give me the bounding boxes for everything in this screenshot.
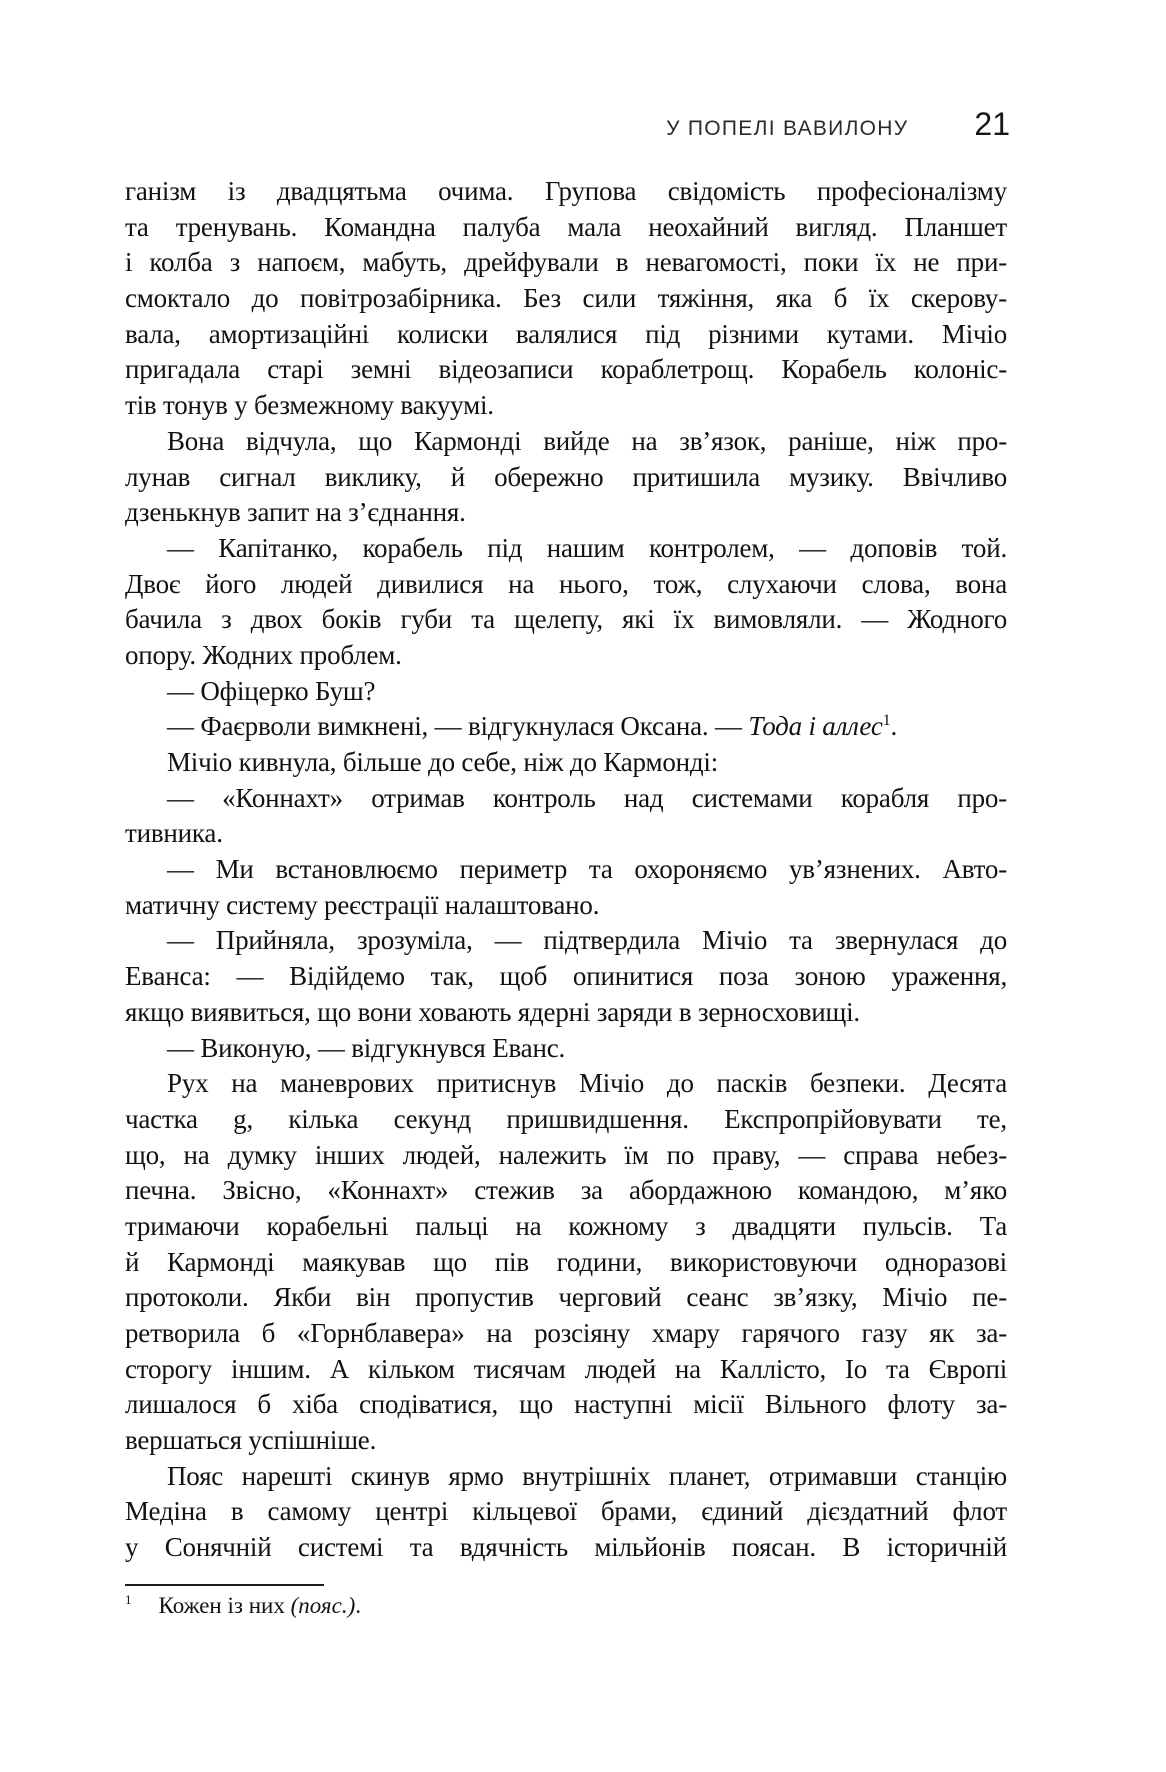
text-line: вершаться успішніше.: [125, 1425, 377, 1456]
dialogue-text: — Фаєрволи вимкнені, — відгукнулася Оксана. —: [167, 711, 749, 742]
text-line: лунав сигнал виклику, й обережно притишила музику. Ввічливо: [125, 461, 1007, 492]
text-line: лишалося б хіба сподіватися, що наступні місії Вільного флоту за-: [125, 1389, 1007, 1420]
text-line: смоктало до повітрозабірника. Без сили тяжіння, яка б їх скерову-: [125, 283, 1007, 314]
text-line: пригадала старі земні відеозаписи кораблетрощ. Корабель колоніс-: [125, 354, 1007, 385]
text-line: сторогу іншим. А кільком тисячам людей на Каллісто, Іо та Європі: [125, 1353, 1007, 1384]
text-line: частка g, кілька секунд пришвидшення. Експропрійовувати те,: [125, 1103, 1007, 1134]
text-line: [125, 709, 1007, 745]
text-line: бачила з двох боків губи та щелепу, які їх вимовляли. — Жодного: [125, 604, 1007, 635]
text-line: протоколи. Якби він пропустив черговий сеанс зв’язку, Мічіо пе-: [125, 1282, 1007, 1313]
text-line: та тренувань. Командна палуба мала неохайний вигляд. Планшет: [125, 211, 1007, 242]
text-line: печна. Звісно, «Коннахт» стежив за абордажною командою, м’яко: [125, 1175, 1007, 1206]
footnote-text: Кожен із них: [158, 1593, 291, 1618]
text-line: й Кармонді маякував що пів години, використовуючи одноразові: [125, 1246, 1007, 1277]
footnote-marker: 1: [125, 1592, 132, 1608]
text-line: опору. Жодних проблем.: [125, 639, 402, 670]
body-text-block: [125, 174, 1007, 1566]
text-line: — «Коннахт» отримав контроль над системами корабля про-: [167, 782, 1007, 813]
text-line: — Капітанко, корабель під нашим контролем, — доповів той.: [167, 532, 1007, 563]
text-line: матичну систему реєстрації налаштовано.: [125, 889, 600, 920]
footnote-language-note: (пояс.): [290, 1593, 356, 1618]
text-line: Пояс нарешті скинув ярмо внутрішніх планет, отримавши станцію: [167, 1460, 1007, 1491]
text-line: дзенькнув запит на з’єднання.: [125, 497, 466, 528]
text-line: Еванса: — Відійдемо так, щоб опинитися поза зоною ураження,: [125, 961, 1007, 992]
text-line: тивника.: [125, 818, 223, 849]
text-line: Двоє його людей дивилися на нього, тож, слухаючи слова, вона: [125, 568, 1007, 599]
sentence-period: .: [890, 711, 898, 742]
footnote-period: .: [355, 1593, 361, 1618]
text-line: Мічіо кивнула, більше до себе, ніж до Кармонді:: [167, 747, 719, 777]
text-line: у Сонячній системі та вдячність мільйонів поясан. В історичній: [125, 1532, 1007, 1563]
footnote: [125, 1591, 1007, 1621]
text-line: тів тонув у безмежному вакуумі.: [125, 390, 494, 421]
text-line: — Прийняла, зрозуміла, — підтвердила Мічіо та звернулася до: [167, 925, 1007, 956]
text-line: що, на думку інших людей, належить їм по праву, — справа небез-: [125, 1139, 1007, 1170]
text-line: Медіна в самому центрі кільцевої брами, єдиний дієздатний флот: [125, 1496, 1007, 1527]
text-line: вала, амортизаційні колиски валялися під різними кутами. Мічіо: [125, 318, 1007, 349]
foreign-phrase: Тода і аллес: [748, 711, 883, 742]
page-number: 21: [974, 106, 1010, 142]
text-line: — Офіцерко Буш?: [167, 675, 376, 706]
text-line: ганізм із двадцятьма очима. Групова свідомість професіоналізму: [125, 176, 1007, 206]
running-title: У ПОПЕЛІ ВАВИЛОНУ: [666, 117, 909, 140]
footnote-divider: [125, 1584, 324, 1586]
running-header: [125, 108, 1010, 140]
text-line: Рух на маневрових притиснув Мічіо до пасків безпеки. Десята: [167, 1068, 1007, 1099]
text-line: Вона відчула, що Кармонді вийде на зв’язок, раніше, ніж про-: [167, 425, 1007, 456]
text-line: якщо виявиться, що вони ховають ядерні заряди в зерносховищі.: [125, 996, 860, 1027]
text-line: тримаючи корабельні пальці на кожному з двадцяти пульсів. Та: [125, 1210, 1007, 1241]
text-line: ретворила б «Горнблавера» на розсіяну хмару гарячого газу як за-: [125, 1318, 1007, 1348]
text-line: — Ми встановлюємо периметр та охороняємо ув’язнених. Авто-: [167, 854, 1007, 885]
text-line: — Виконую, — відгукнувся Еванс.: [167, 1032, 566, 1063]
footnote-reference: 1: [882, 711, 891, 730]
text-line: і колба з напоєм, мабуть, дрейфували в невагомості, поки їх не при-: [125, 247, 1007, 278]
